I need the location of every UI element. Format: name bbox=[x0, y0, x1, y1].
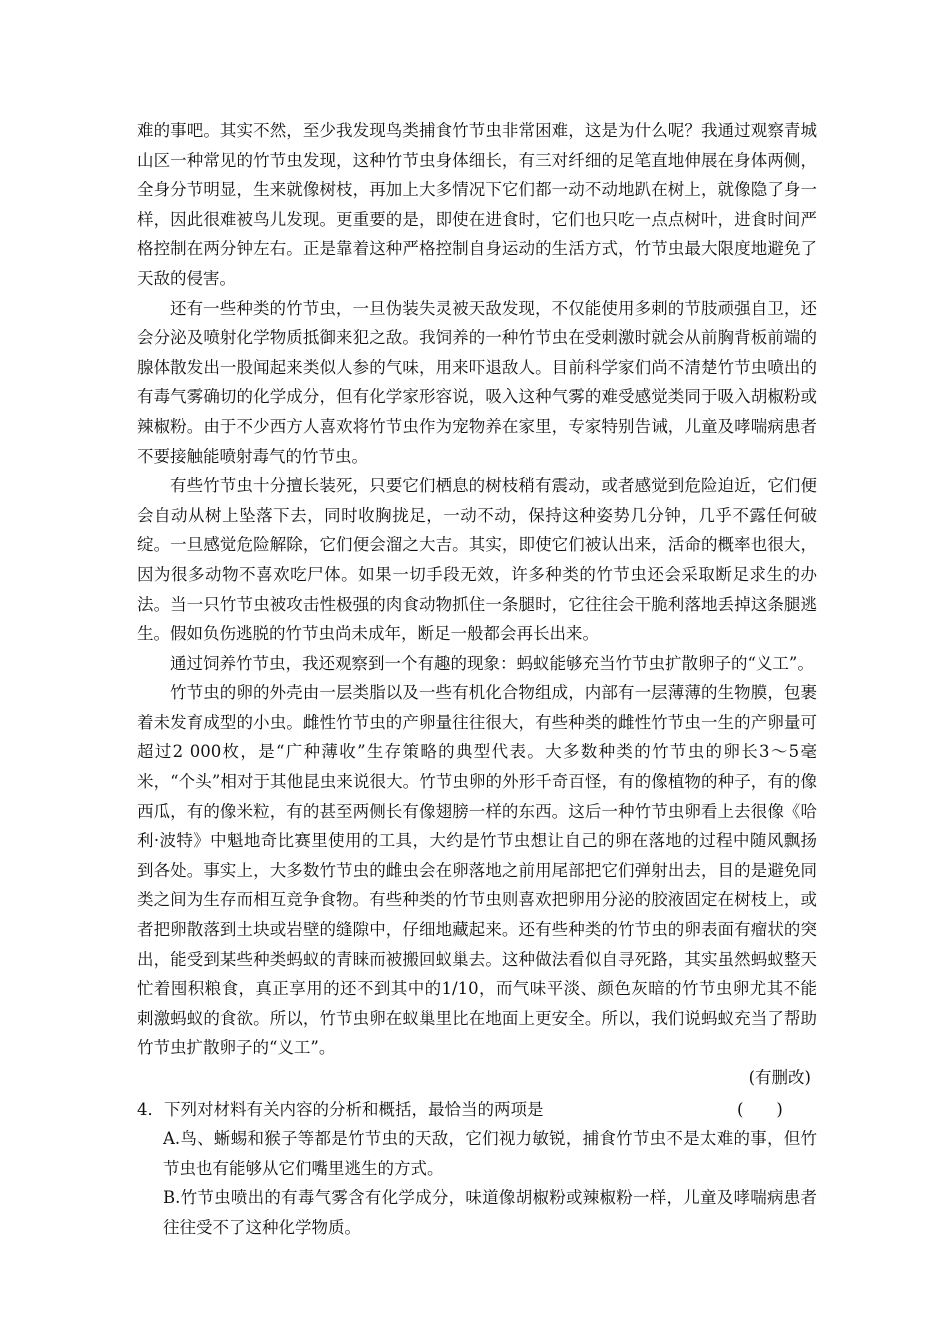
document-page bbox=[137, 116, 817, 1243]
question-text: 4．下列对材料有关内容的分析和概括，最恰当的两项是 bbox=[137, 1099, 544, 1119]
question-4 bbox=[137, 1095, 817, 1125]
paragraph-eggs: 竹节虫的卵的外壳由一层类脂以及一些有机化合物组成，内部有一层薄薄的生物膜，包裹着未发育成型的小虫。雌性竹节虫的产卵量往往很大，有些种类的雌性竹节虫一生的产卵量可超过2 000枚，是“广种薄收”生存策略的典型代表。大多数种类的竹节虫的卵长3～5毫米，“个头”相对于其他昆虫来说很大。竹节虫卵的外形千奇百怪，有的像植物的种子，有的像西瓜，有的像米粒，有的甚至两侧长有像翅膀一样的东西。这后一种竹节虫卵看上去很像《哈利·波特》中魁地奇比赛里使用的工具，大约是竹节虫想让自己的卵在落地的过程中随风飘扬到各处。事实上，大多数竹节虫的雌虫会在卵落地之前用尾部把它们弹射出去，目的是避免同类之间为生存而相互竞争食物。有些种类的竹节虫则喜欢把卵用分泌的胶液固定在树枝上，或者把卵散落到土块或岩壁的缝隙中，仔细地藏起来。还有些种类的竹节虫的卵表面有瘤状的突出，能受到某些种类蚂蚁的青睐而被搬回蚁巢去。这种做法看似自寻死路，其实虽然蚂蚁整天忙着囤积粮食，真正享用的还不到其中的1/10，而气味平淡、颜色灰暗的竹节虫卵尤其不能刺激蚂蚁的食欲。所以，竹节虫卵在蚁巢里比在地面上更安全。所以，我们说蚂蚁充当了帮助竹节虫扩散卵子的“义工”。 bbox=[137, 683, 817, 1058]
paragraph-playing-dead: 有些竹节虫十分擅长装死，只要它们栖息的树枝稍有震动，或者感觉到危险迫近，它们便会自动从树上坠落下去，同时收胸拢足，一动不动，保持这种姿势几分钟，几乎不露任何破绽。一旦感觉危险解除，它们便会溜之大吉。其实，即使它们被认出来，活命的概率也很大，因为很多动物不喜欢吃尸体。如果一切手段无效，许多种类的竹节虫还会采取断足求生的办法。当一只竹节虫被攻击性极强的肉食动物抓住一条腿时，它往往会干脆利落地丢掉这条腿逃生。假如负伤逃脱的竹节虫尚未成年，断足一般都会再长出来。 bbox=[137, 476, 817, 644]
option-a: A.鸟、蜥蜴和猴子等都是竹节虫的天敌，它们视力敏锐，捕食竹节虫不是太难的事，但竹节虫也有能够从它们嘴里逃生的方式。 bbox=[163, 1129, 817, 1178]
paragraph-ant-observation: 通过饲养竹节虫，我还观察到一个有趣的现象：蚂蚁能够充当竹节虫扩散卵子的“义工”。 bbox=[170, 653, 814, 673]
option-b: B.竹节虫喷出的有毒气雾含有化学成分，味道像胡椒粉或辣椒粉一样，儿童及哮喘病患者往往受不了这种化学物质。 bbox=[163, 1188, 817, 1237]
paragraph-chemical-defense: 还有一些种类的竹节虫，一旦伪装失灵被天敌发现，不仅能使用多刺的节肢顽强自卫，还会分泌及喷射化学物质抵御来犯之敌。我饲养的一种竹节虫在受刺激时就会从前胸背板前端的腺体散发出一股闻起来类似人参的气味，用来吓退敌人。目前科学家们尚不清楚竹节虫喷出的有毒气雾确切的化学成分，但有化学家形容说，吸入这种气雾的难受感觉类同于吸入胡椒粉或辣椒粉。由于不少西方人喜欢将竹节虫作为宠物养在家里，专家特别告诫，儿童及哮喘病患者不要接触能喷射毒气的竹节虫。 bbox=[137, 298, 817, 466]
source-note: (有删改) bbox=[748, 1068, 811, 1087]
paragraph-continuation: 难的事吧。其实不然，至少我发现鸟类捕食竹节虫非常困难，这是为什么呢？我通过观察青城山区一种常见的竹节虫发现，这种竹节虫身体细长，有三对纤细的足笔直地伸展在身体两侧，全身分节明显，生来就像树枝，再加上大多情况下它们都一动不动地趴在树上，就像隐了身一样，因此很难被鸟儿发现。更重要的是，即使在进食时，它们也只吃一点点树叶，进食时间严格控制在两分钟左右。正是靠着这种严格控制自身运动的生活方式，竹节虫最大限度地避免了天敌的侵害。 bbox=[137, 121, 817, 288]
answer-bracket: ( ) bbox=[737, 1099, 783, 1119]
